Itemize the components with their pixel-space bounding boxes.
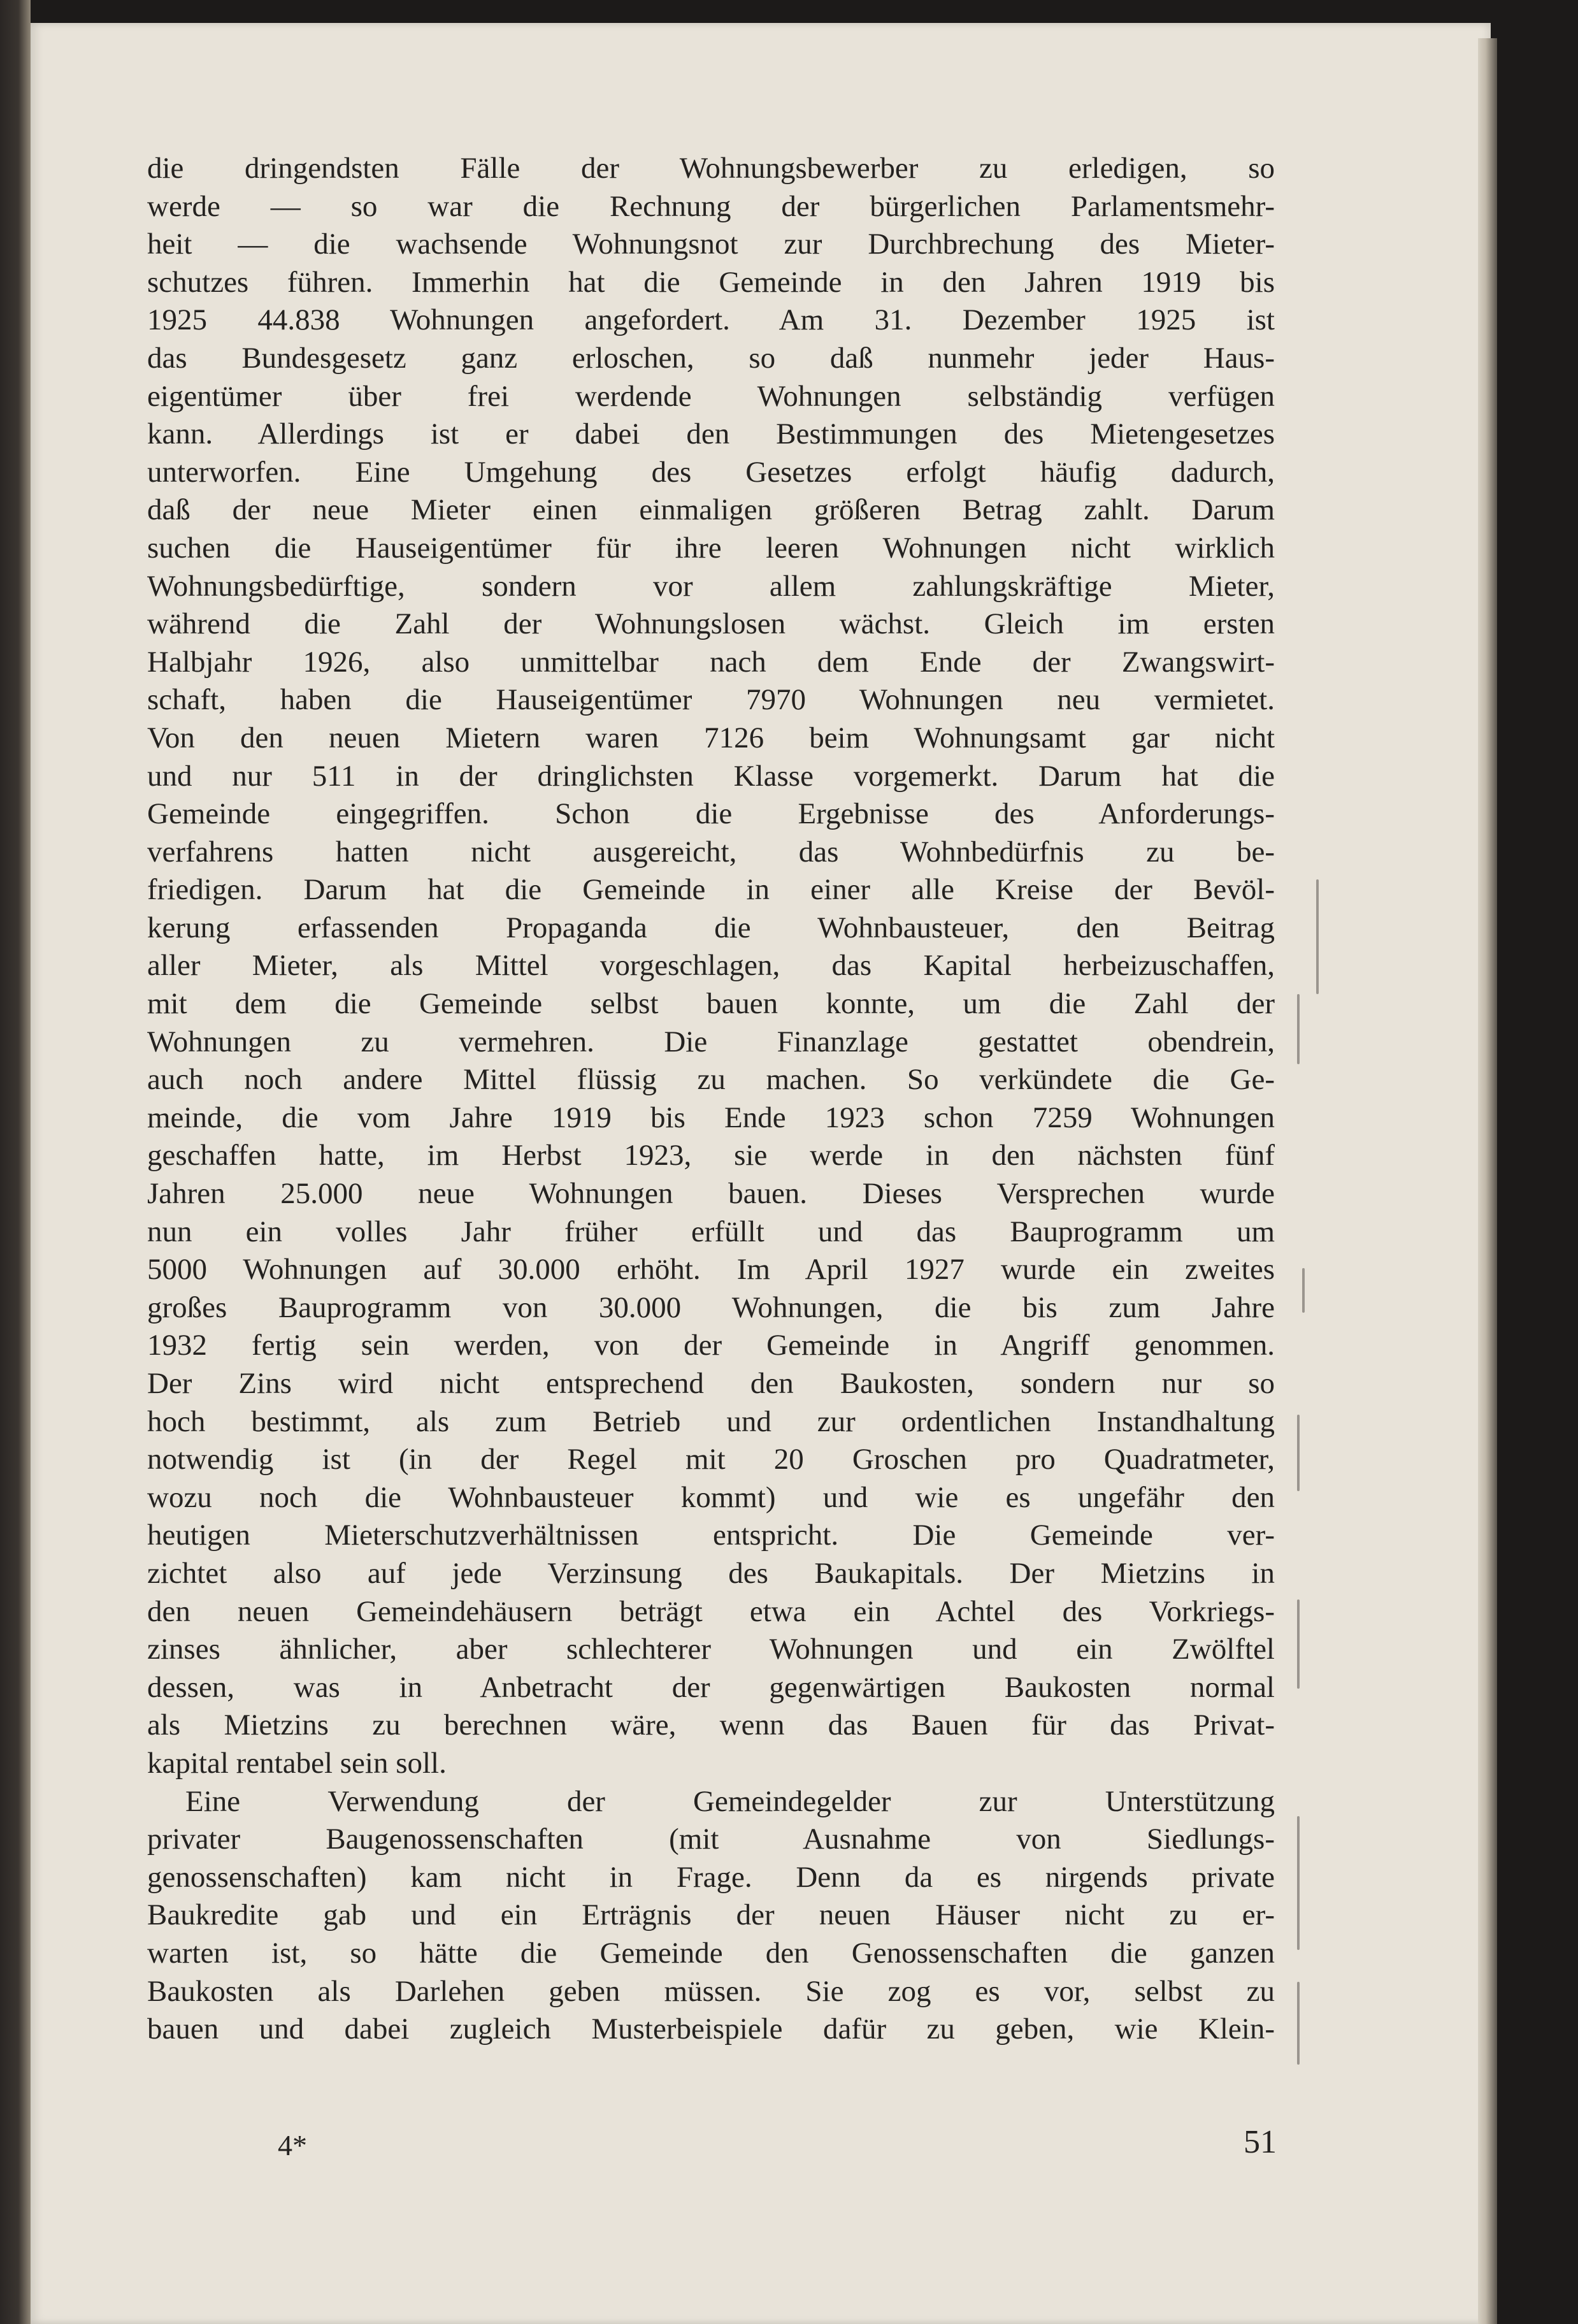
text-line: notwendig ist (in der Regel mit 20 Groschen pro Quadratmeter, — [147, 1443, 1275, 1476]
printer-signature-mark: 4* — [278, 2129, 307, 2162]
text-line: die dringendsten Fälle der Wohnungsbewerber zu erledigen, so — [147, 152, 1275, 185]
text-line: Gemeinde eingegriffen. Schon die Ergebnisse des Anforderungs- — [147, 797, 1275, 831]
text-line: kapital rentabel sein soll. — [147, 1746, 447, 1780]
margin-pencil-mark — [1297, 994, 1300, 1064]
text-line: schutzes führen. Immerhin hat die Gemeinde in den Jahren 1919 bis — [147, 265, 1275, 299]
margin-pencil-mark — [1297, 1415, 1300, 1491]
text-line: den neuen Gemeindehäusern beträgt etwa ein Achtel des Vorkriegs- — [147, 1594, 1275, 1628]
text-line: Halbjahr 1926, also unmittelbar nach dem Ende der Zwangswirt- — [147, 645, 1275, 679]
page-edge-shadow — [1478, 38, 1497, 2324]
text-line: eigentümer über frei werdende Wohnungen selbständig verfügen — [147, 379, 1275, 413]
text-line: auch noch andere Mittel flüssig zu machen. So verkündete die Ge- — [147, 1063, 1275, 1097]
text-line: Jahren 25.000 neue Wohnungen bauen. Dieses Versprechen wurde — [147, 1177, 1275, 1211]
text-line: das Bundesgesetz ganz erloschen, so daß nunmehr jeder Haus- — [147, 341, 1275, 375]
text-line: kann. Allerdings ist er dabei den Bestimmungen des Mietengesetzes — [147, 417, 1275, 451]
margin-pencil-mark — [1297, 1599, 1300, 1689]
margin-pencil-mark — [1297, 1816, 1300, 1950]
text-line: als Mietzins zu berechnen wäre, wenn das Bauen für das Privat- — [147, 1708, 1275, 1742]
text-line: daß der neue Mieter einen einmaligen größeren Betrag zahlt. Darum — [147, 493, 1275, 527]
text-line: Der Zins wird nicht entsprechend den Baukosten, sondern nur so — [147, 1367, 1275, 1400]
text-line: zinses ähnlicher, aber schlechterer Wohnungen und ein Zwölftel — [147, 1633, 1275, 1666]
text-line: heit — die wachsende Wohnungsnot zur Durchbrechung des Mieter- — [147, 227, 1275, 261]
text-line: während die Zahl der Wohnungslosen wächst. Gleich im ersten — [147, 607, 1275, 641]
text-line: Eine Verwendung der Gemeindegelder zur Unterstützung — [185, 1784, 1275, 1818]
text-line: geschaffen hatte, im Herbst 1923, sie werde in den nächsten fünf — [147, 1139, 1275, 1173]
text-line: dessen, was in Anbetracht der gegenwärtigen Baukosten normal — [147, 1670, 1275, 1704]
text-line: warten ist, so hätte die Gemeinde den Genossenschaften die ganzen — [147, 1936, 1275, 1970]
text-line: suchen die Hauseigentümer für ihre leeren Wohnungen nicht wirklich — [147, 531, 1275, 565]
margin-pencil-mark — [1297, 1982, 1300, 2065]
text-line: verfahrens hatten nicht ausgereicht, das Wohnbedürfnis zu be- — [147, 835, 1275, 869]
text-line: Von den neuen Mietern waren 7126 beim Wohnungsamt gar nicht — [147, 721, 1275, 754]
text-line: bauen und dabei zugleich Musterbeispiele dafür zu geben, wie Klein- — [147, 2012, 1275, 2046]
text-line: schaft, haben die Hauseigentümer 7970 Wohnungen neu vermietet. — [147, 683, 1275, 717]
text-line: wozu noch die Wohnbausteuer kommt) und wie es ungefähr den — [147, 1480, 1275, 1514]
text-line: Wohnungen zu vermehren. Die Finanzlage gestattet obendrein, — [147, 1025, 1275, 1058]
text-line: friedigen. Darum hat die Gemeinde in einer alle Kreise der Bevöl- — [147, 873, 1275, 907]
text-line: meinde, die vom Jahre 1919 bis Ende 1923 schon 7259 Wohnungen — [147, 1101, 1275, 1134]
text-line: unterworfen. Eine Umgehung des Gesetzes erfolgt häufig dadurch, — [147, 455, 1275, 489]
text-line: Baukosten als Darlehen geben müssen. Sie zog es vor, selbst zu — [147, 1974, 1275, 2008]
text-line: großes Bauprogramm von 30.000 Wohnungen, die bis zum Jahre — [147, 1290, 1275, 1324]
body-text — [147, 150, 1275, 2049]
margin-pencil-mark — [1302, 1268, 1305, 1313]
text-line: genossenschaften) kam nicht in Frage. Denn da es nirgends private — [147, 1860, 1275, 1894]
text-line: hoch bestimmt, als zum Betrieb und zur ordentlichen Instandhaltung — [147, 1404, 1275, 1438]
text-line: 1925 44.838 Wohnungen angefordert. Am 31. Dezember 1925 ist — [147, 303, 1275, 337]
text-line: privater Baugenossenschaften (mit Ausnahme von Siedlungs- — [147, 1822, 1275, 1856]
text-line: werde — so war die Rechnung der bürgerlichen Parlamentsmehr- — [147, 189, 1275, 223]
page-number: 51 — [1244, 2124, 1277, 2160]
text-line: 1932 fertig sein werden, von der Gemeinde in Angriff genommen. — [147, 1329, 1275, 1362]
text-line: Baukredite gab und ein Erträgnis der neuen Häuser nicht zu er- — [147, 1898, 1275, 1932]
text-line: heutigen Mieterschutzverhältnissen entspricht. Die Gemeinde ver- — [147, 1519, 1275, 1552]
book-spine-shadow — [0, 0, 31, 2324]
text-line: 5000 Wohnungen auf 30.000 erhöht. Im April 1927 wurde ein zweites — [147, 1253, 1275, 1287]
text-line: zichtet also auf jede Verzinsung des Baukapitals. Der Mietzins in — [147, 1556, 1275, 1590]
margin-pencil-mark — [1316, 879, 1319, 994]
text-line: nun ein volles Jahr früher erfüllt und das Bauprogramm um — [147, 1215, 1275, 1248]
text-line: Wohnungsbedürftige, sondern vor allem zahlungskräftige Mieter, — [147, 569, 1275, 603]
text-line: aller Mieter, als Mittel vorgeschlagen, das Kapital herbeizuschaffen, — [147, 949, 1275, 983]
text-line: und nur 511 in der dringlichsten Klasse vorgemerkt. Darum hat die — [147, 759, 1275, 793]
text-line: kerung erfassenden Propaganda die Wohnbausteuer, den Beitrag — [147, 911, 1275, 944]
text-line: mit dem die Gemeinde selbst bauen konnte, um die Zahl der — [147, 987, 1275, 1021]
